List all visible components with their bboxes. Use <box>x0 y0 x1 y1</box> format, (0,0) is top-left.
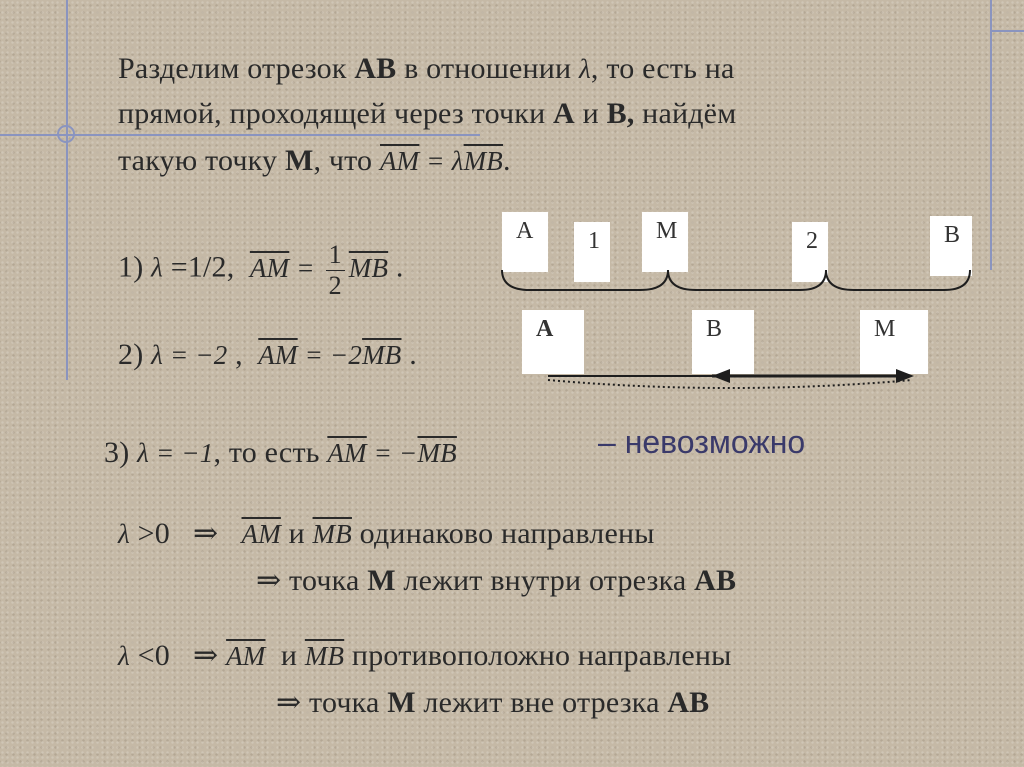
diagram-1-label-b: B <box>930 216 972 276</box>
intro-line-1: Разделим отрезок AB в отношении λ, то есть на <box>118 52 735 85</box>
vector-mb: $\overline{MB}$ <box>463 146 503 176</box>
case-1: 1) λ =1/2, $\overline{AM}$ = $\frac{1}{2}$ $\overline{MB}$ . <box>118 240 404 300</box>
lambda-symbol: λ <box>579 54 591 84</box>
vector-am: $\overline{AM}$ <box>379 146 420 176</box>
decor-horizontal-right <box>992 30 1024 32</box>
decor-vertical-left <box>66 0 68 380</box>
decor-circle-icon <box>57 125 75 143</box>
point-m: M <box>284 144 314 177</box>
diagram-1-label-a: A <box>502 212 548 272</box>
positive-line-1: λ >0 ⇒ $\overline{AM}$ и $\overline{MB}$ одинаково направлены <box>118 517 655 550</box>
positive-line-2: ⇒ точка M лежит внутри отрезка AB <box>256 564 737 597</box>
diagram-2-label-b: B <box>692 310 754 374</box>
case-1-formula: $\overline{AM}$ = $\frac{1}{2}$ $\overline{MB}$ <box>249 240 389 300</box>
diagram-2-label-m: M <box>860 310 928 374</box>
intro-line-2: прямой, проходящей через точки A и B, найдём <box>118 97 737 130</box>
case-1-number: 1) <box>118 250 144 284</box>
decor-vertical-right <box>990 0 992 270</box>
case-3-number: 3) <box>104 436 130 469</box>
impossible-label: – невозможно <box>598 424 806 460</box>
implies-icon: ⇒ <box>256 564 282 597</box>
segment-ab: AB <box>354 52 397 85</box>
implies-icon: ⇒ <box>193 639 219 672</box>
diagram-1-label-m: M <box>642 212 688 272</box>
vector-formula: $\overline{AM} = \lambda\overline{MB}$ <box>379 146 503 176</box>
case-3-formula: $\overline{AM} = -\overline{MB}$ <box>327 438 457 468</box>
implies-icon: ⇒ <box>193 517 219 550</box>
point-a: A <box>553 97 575 130</box>
case-3: 3) λ = −1, то есть $\overline{AM} = -\overline{MB}$ <box>104 436 457 469</box>
case-2: 2) λ = −2 , $\overline{AM} = -2\overline{MB}$ . <box>118 338 417 371</box>
point-b: B, <box>606 97 635 130</box>
diagram-2-label-a: A <box>522 310 584 374</box>
diagram-1-label-2: 2 <box>792 222 828 282</box>
negative-line-2: ⇒ точка M лежит вне отрезка AB <box>276 686 710 719</box>
negative-line-1: λ <0 ⇒ $\overline{AM}$ и $\overline{MB}$ противоположно направлены <box>118 639 732 672</box>
implies-icon: ⇒ <box>276 686 302 719</box>
diagram-1-label-1: 1 <box>574 222 610 282</box>
fraction-one-half: $\frac{1}{2}$ <box>326 240 345 301</box>
case-2-number: 2) <box>118 338 144 371</box>
intro-line-3: такую точку M, что $\overline{AM} = \lambda\overline{MB}$. <box>118 144 511 177</box>
diagram-2-dotted-arc-am <box>548 380 912 388</box>
case-2-formula: $\overline{AM} = -2\overline{MB}$ <box>258 340 402 370</box>
